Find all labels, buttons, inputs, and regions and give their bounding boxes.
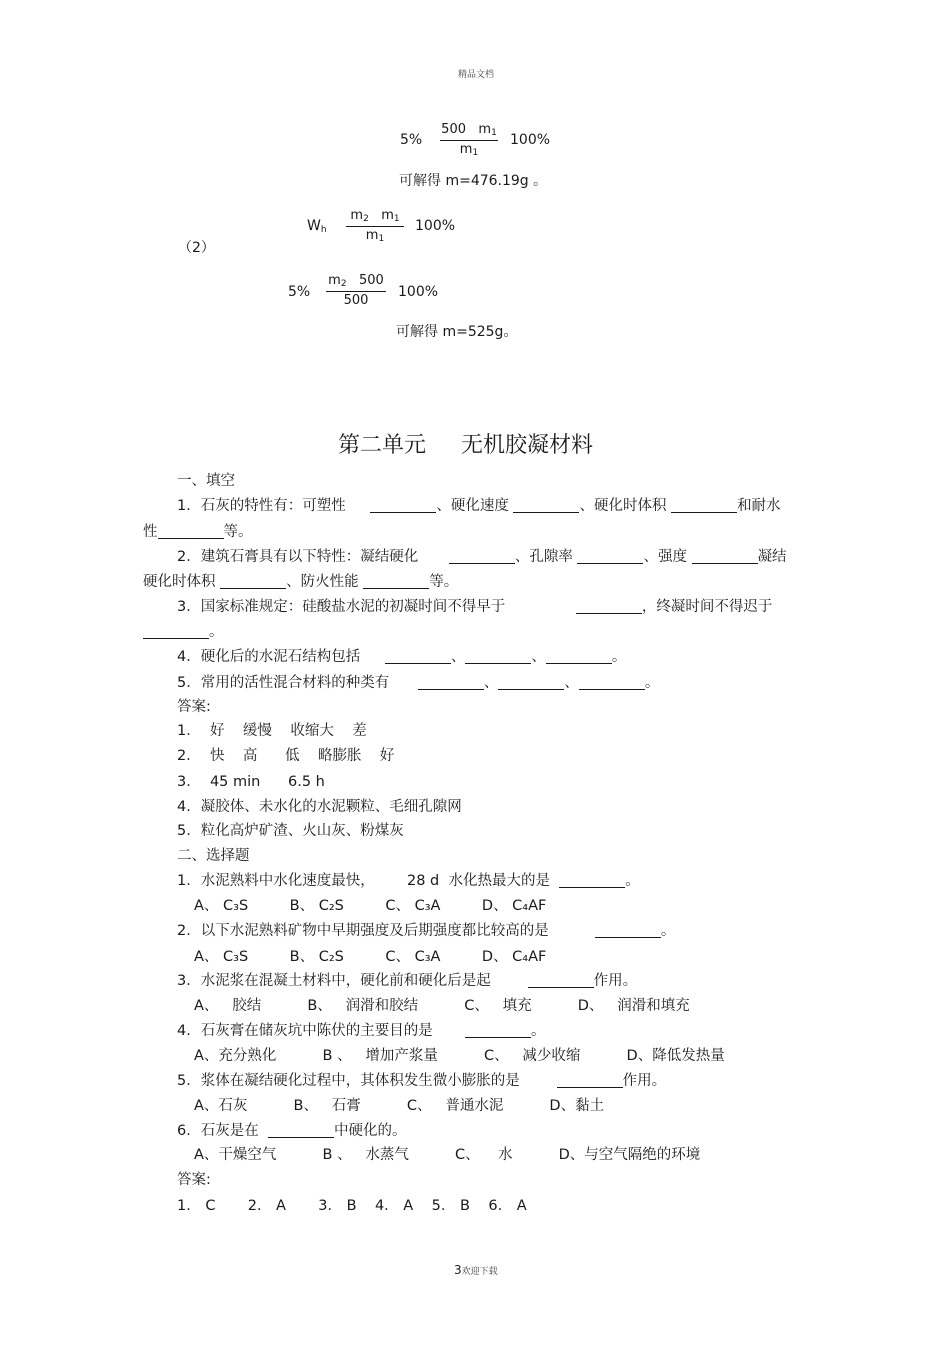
calc2-wh: $W_h$ (307, 218, 327, 235)
choice-answers-label: 答案: (177, 1172, 211, 1188)
blank (576, 599, 642, 614)
calc1-num-a: 500 (441, 122, 466, 137)
fill-answer-4: 4．凝胶体、未水化的水泥颗粒、毛细孔隙网 (177, 799, 462, 815)
choice-heading: 二、选择题 (177, 848, 250, 864)
page-header: 精品文档 (458, 70, 495, 80)
blank (465, 649, 531, 664)
calc1-den: m (459, 142, 473, 157)
choice-answers: 1． C 2． A 3． B 4． A 5． B 6． A (177, 1198, 527, 1214)
fill-q1-line1: 1．石灰的特性有：可塑性 、硬化速度 、硬化时体积 和耐水 (177, 498, 781, 514)
blank (370, 498, 436, 513)
fill-q3-line1: 3．国家标准规定：硅酸盐水泥的初凝时间不得早于 ，终凝时间不得迟于 (177, 599, 773, 615)
fill-q5: 5．常用的活性混合材料的种类有 、 、 。 (177, 675, 660, 691)
fill-q2-line2: 硬化时体积 、防火性能 等。 (143, 574, 459, 590)
choice-q1: 1．水泥熟料中水化速度最快， 28 d 水化热最大的是 。 (177, 873, 640, 889)
fill-q1-line2: 性 等。 (143, 524, 253, 540)
calc1-fraction: 500 $m_1$ $m_1$ (441, 122, 497, 158)
fill-answer-2: 2． 快 高 低 略膨胀 好 (177, 748, 395, 764)
fill-answers-label: 答案: (177, 699, 211, 715)
blank (692, 549, 758, 564)
footer-text: 欢迎下载 (461, 1267, 498, 1277)
blank (158, 524, 224, 539)
blank (363, 574, 429, 589)
page-number: 3 (454, 1263, 462, 1277)
choice-q6: 6．石灰是在 中硬化的。 (177, 1123, 407, 1139)
blank (671, 498, 737, 513)
calc2-result: 可解得 m=525g。 (396, 324, 518, 340)
choice-q6-options: A、干燥空气 B 、 水蒸气 C、 水 D、与空气隔绝的环境 (194, 1147, 701, 1163)
blank (559, 873, 625, 888)
fill-q2-line1: 2．建筑石膏具有以下特性：凝结硬化 、孔隙率 、强度 凝结 (177, 549, 787, 565)
choice-q1-options: A、 C₃S B、 C₂S C、 C₃A D、 C₄AF (194, 898, 547, 914)
page-footer (454, 1259, 498, 1278)
blank (220, 574, 286, 589)
choice-q3: 3．水泥浆在混凝土材料中，硬化前和硬化后是起 作用。 (177, 973, 638, 989)
blank (557, 1073, 623, 1088)
choice-q4-options: A、充分熟化 B 、 增加产浆量 C、 减少收缩 D、降低发热量 (194, 1048, 725, 1064)
blank (143, 624, 209, 639)
calc2-label: （2） (178, 240, 215, 256)
calc2-fraction2: $m_2$ 500 500 (326, 273, 386, 308)
calc2-rhs2: 100% (398, 284, 439, 300)
calc1-rhs: 100% (510, 132, 551, 148)
choice-q2-options: A、 C₃S B、 C₂S C、 C₃A D、 C₄AF (194, 949, 547, 965)
fill-heading: 一、填空 (177, 473, 235, 489)
choice-q2: 2．以下水泥熟料矿物中早期强度及后期强度都比较高的是 。 (177, 923, 676, 939)
blank (579, 675, 645, 690)
blank (449, 549, 515, 564)
fill-answer-5: 5．粒化高炉矿渣、火山灰、粉煤灰 (177, 823, 404, 839)
calc2-rhs: 100% (415, 218, 456, 234)
fill-answer-1: 1． 好 缓慢 收缩大 差 (177, 723, 367, 739)
fill-answer-3: 3． 45 min 6.5 h (177, 774, 325, 790)
choice-q5-options: A、石灰 B、 石膏 C、 普通水泥 D、黏土 (194, 1098, 605, 1114)
choice-q3-options: A、 胶结 B、 润滑和胶结 C、 填充 D、 润滑和填充 (194, 998, 690, 1014)
calc1-lhs: 5% (400, 132, 423, 148)
fill-q3-line2: 。 (143, 620, 224, 641)
blank (418, 675, 484, 690)
calc2-lhs2: 5% (288, 284, 311, 300)
choice-q5: 5．浆体在凝结硬化过程中，其体积发生微小膨胀的是 作用。 (177, 1073, 667, 1089)
calc1-result: 可解得 m=476.19g 。 (399, 173, 548, 189)
blank (268, 1123, 334, 1138)
blank (577, 549, 643, 564)
blank (528, 973, 594, 988)
fill-q4: 4．硬化后的水泥石结构包括 、 、 。 (177, 649, 627, 665)
calc2-fraction: $m_2$ $m_1$ $m_1$ (346, 208, 404, 244)
blank (595, 923, 661, 938)
blank (385, 649, 451, 664)
unit-title: 第二单元 无机胶凝材料 (338, 433, 593, 458)
blank (513, 498, 579, 513)
calc1-num-b: m (478, 122, 492, 137)
blank (465, 1023, 531, 1038)
choice-q4: 4．石灰膏在储灰坑中陈伏的主要目的是 。 (177, 1023, 546, 1039)
blank (498, 675, 564, 690)
blank (546, 649, 612, 664)
